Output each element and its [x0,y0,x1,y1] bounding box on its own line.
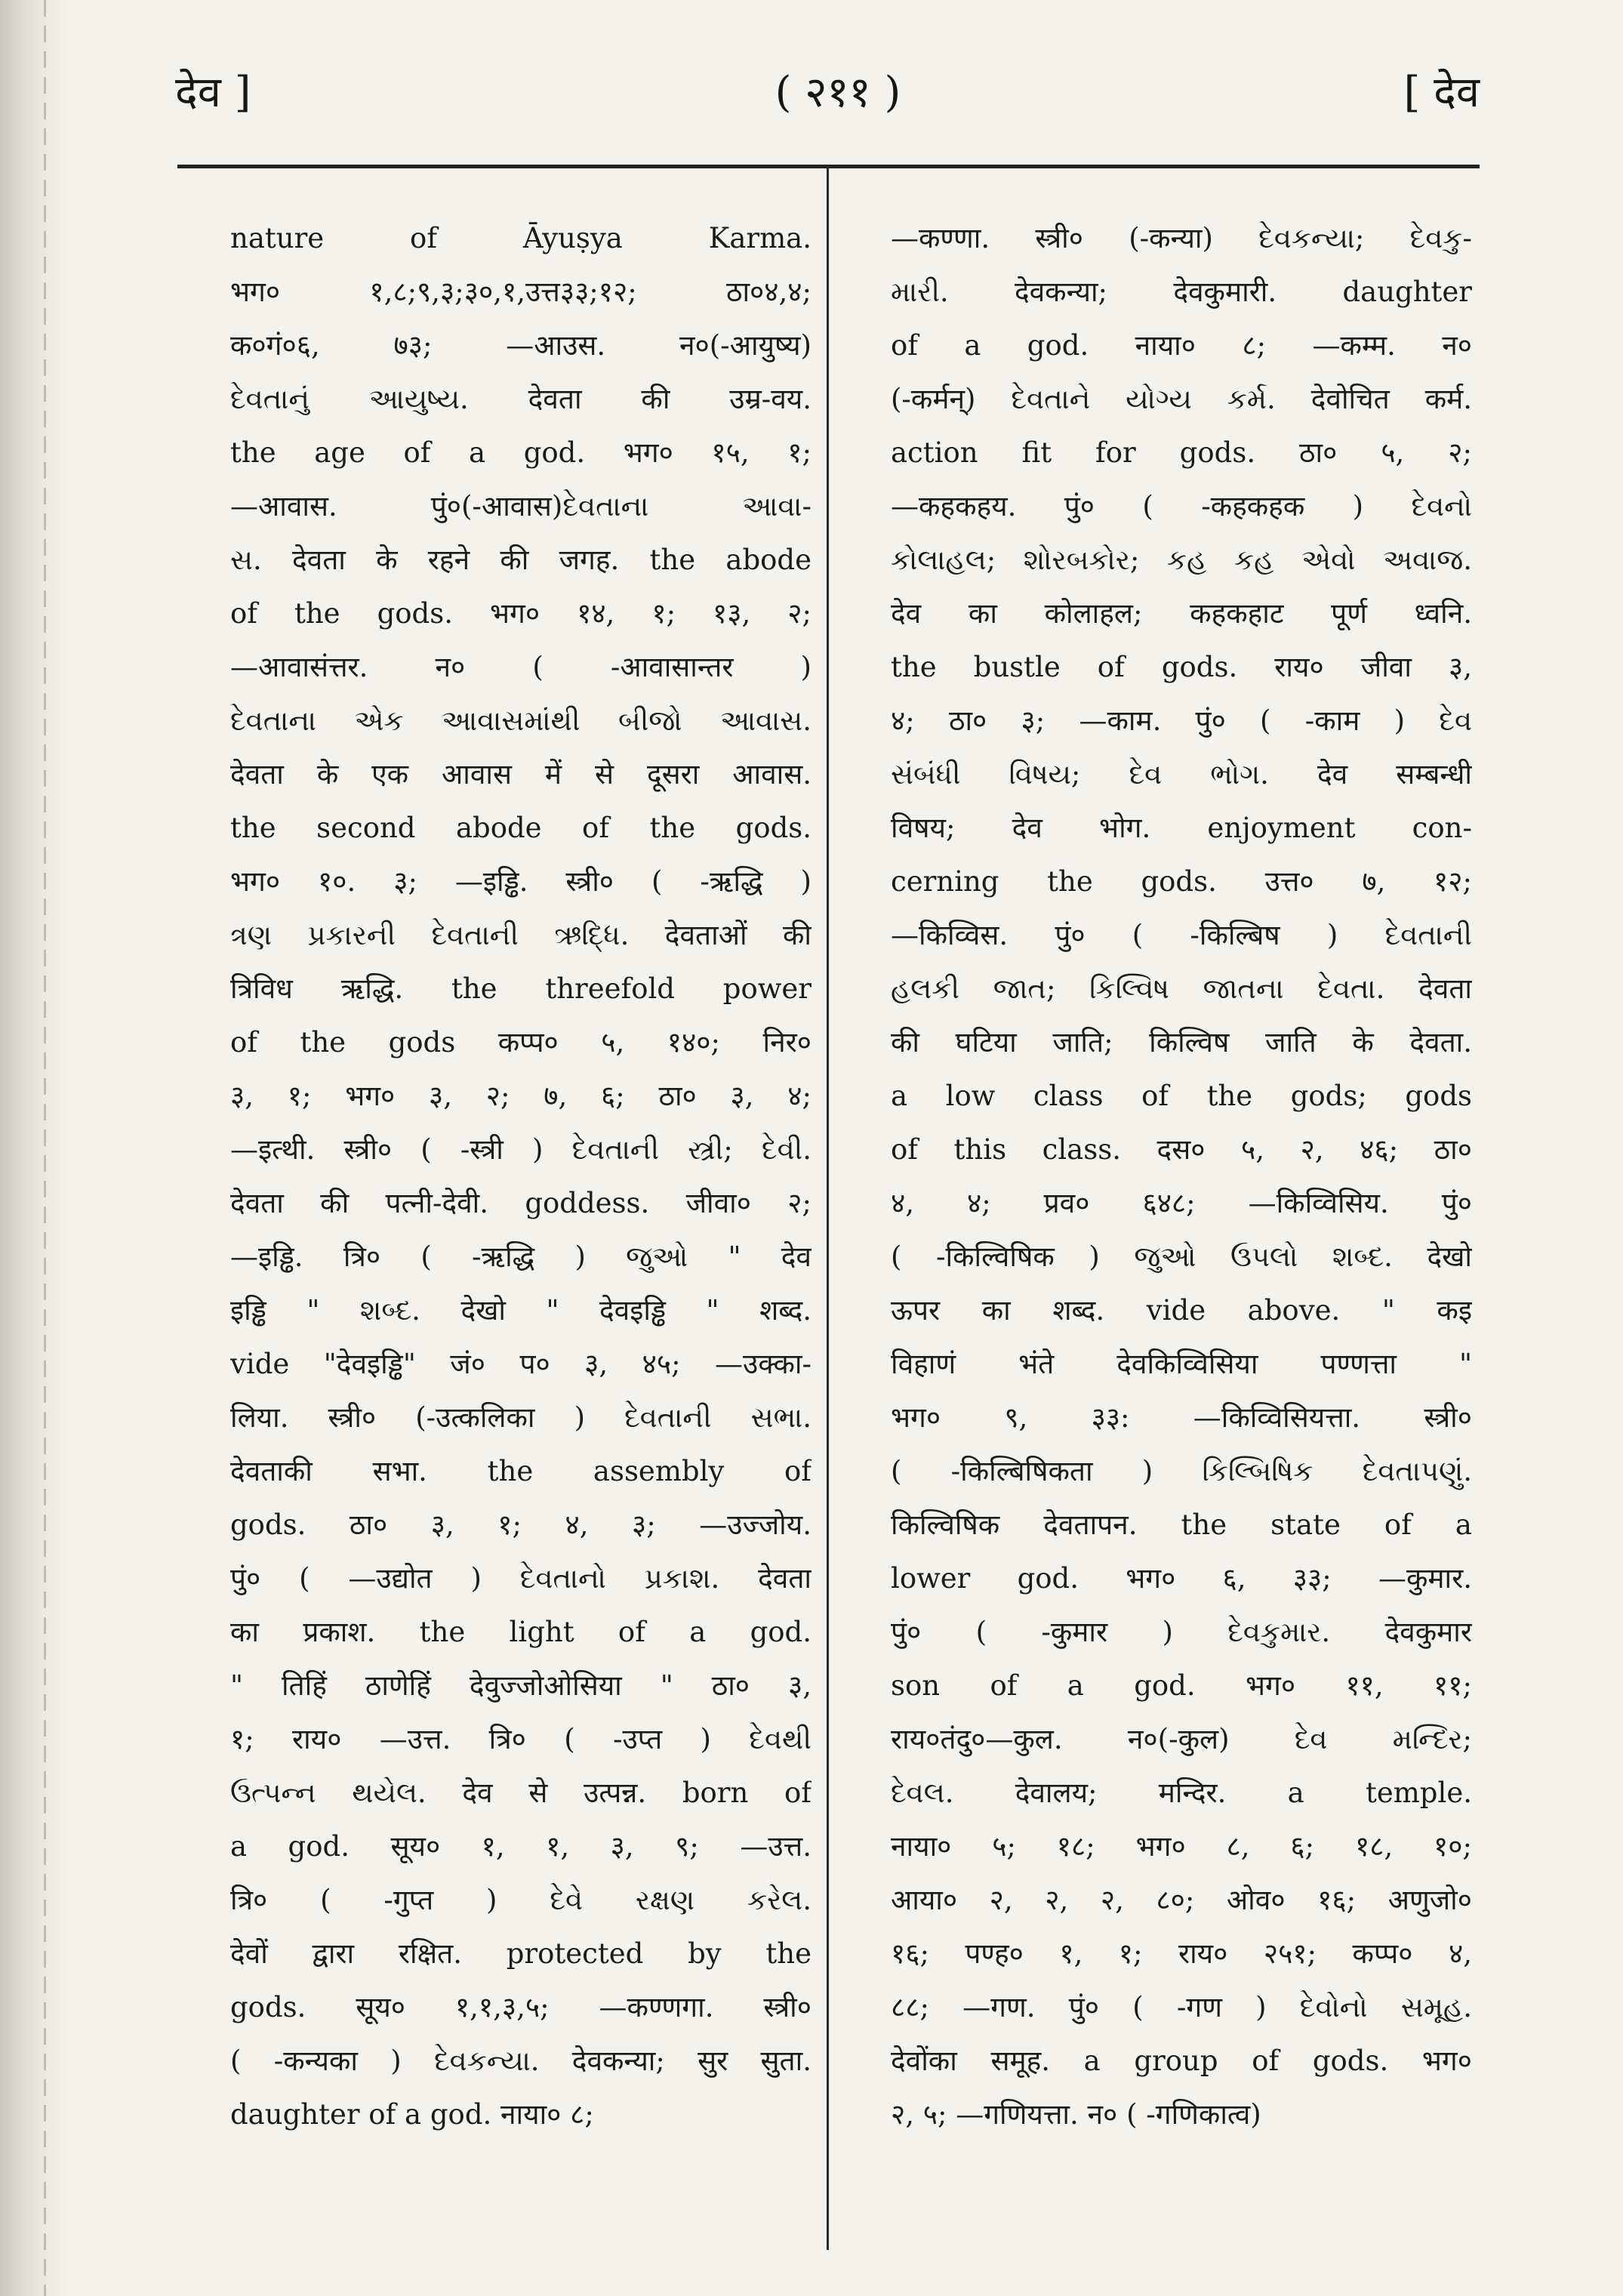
left-column-line: ३, १; भग० ३, २; ७, ६; ठा० ३, ४; [230,1080,812,1112]
right-column-line: a low class of the gods; gods [891,1080,1472,1112]
right-column-line: ( -किल्विषिक ) જુઓ ઉપલો શબ્દ. देखो [891,1240,1472,1273]
right-column-line: of a god. नाया० ८; —कम्म. न० [891,329,1472,362]
right-column-line: સંબંધી વિષય; દેવ ભોગ. देव सम्बन्धी [891,758,1472,791]
right-column [891,211,1472,2250]
left-column-line: the age of a god. भग० १५, १; [230,436,812,469]
right-column-line: देव का कोलाहल; कहकहाट पूर्ण ध्वनि. [891,597,1472,630]
left-column-line: " तिहिं ठाणेहिं देवुज्जोओसिया " ठा० ३, [230,1669,812,1702]
right-column-line: २, ५; —गणियत्ता. न० ( -गणिकात्व) [891,2098,1261,2131]
right-column-line: son of a god. भग० ११, ११; [891,1669,1472,1702]
left-column-line: इड्ढि " શબ્દ. देखो " देवइड्ढि " शब्द. [230,1294,812,1327]
left-column-line: देवता के एक आवास में से दूसरा आवास. [230,758,812,791]
right-column-line: —कण्णा. स्त्री० (-कन्या) દેવકન્યા; દેવકુ- [891,222,1472,254]
left-column-line: देवता की पत्नी-देवी. goddess. जीवा० २; [230,1187,812,1219]
left-column-line: क०गं०६, ७३; —आउस. न०(-आयुष्य) [230,329,812,362]
left-column-line: gods. ठा० ३, १; ४, ३; —उज्जोय. [230,1509,812,1541]
left-column-line: vide "देवइड्ढि" जं० प० ३, ४५; —उक्का- [230,1348,812,1380]
right-column-line: किल्विषिक देवतापन. the state of a [891,1509,1472,1541]
right-column-line: (-कर्मन्) દેવતાને યોગ્ય કર્મ. देवोचित कर्म. [891,383,1472,415]
right-column-line: राय०तंदु०—कुल. न०(-कुल) દેવ મન્દિર; [891,1723,1472,1755]
right-column-line: મારી. देवकन्या; देवकुमारी. daughter [891,276,1472,308]
right-column-line: lower god. भग० ६, ३३; —कुमार. [891,1562,1472,1595]
page-number: ( २११ ) [775,68,901,117]
right-column-line: विषय; देव भोग. enjoyment con- [891,812,1472,844]
right-column-line: ( -किल्बिषिकता ) કિલ્બિષિક દેવતાપણું. [891,1455,1472,1487]
right-column-line: १६; पण्ह० १, १; राय० २५१; कप्प० ४, [891,1937,1472,1970]
left-column-line: ( -कन्यका ) દેવકન્યા. देवकन्या; सुर सुता. [230,2045,812,2077]
left-column-line: —आवासंत्तर. न० ( -आवासान्तर ) [230,651,812,683]
left-column-line: त्रि० ( -गुप्त ) દેવે રક્ષણ કરેલ. [230,1884,812,1916]
left-column-line: त्रिविध ऋद्धि. the threefold power [230,972,812,1005]
left-column-line: ઉત્પન્ન થયેલ. देव से उत्पन्न. born of [230,1777,812,1809]
right-column-line: દેવલ. देवालय; मन्दिर. a temple. [891,1777,1472,1809]
right-column-line: of this class. दस० ५, २, ४६; ठा० [891,1133,1472,1166]
left-column-line: लिया. स्त्री० (-उत्कलिका ) દેવતાની સભા. [230,1401,812,1434]
header-right-word: [ देव [1403,68,1480,117]
left-column-line: દેવતાનું આયુષ્ય. देवता की उम्र-वय. [230,383,812,415]
left-column-line: of the gods कप्प० ५, १४०; निर० [230,1026,812,1059]
left-column-line: भग० १०. ३; —इड्ढि. स्त्री० ( -ऋद्धि ) [230,865,812,898]
right-column-line: देवोंका समूह. a group of gods. भग० [891,2045,1472,2077]
right-column-line: action fit for gods. ठा० ५, २; [891,436,1472,469]
right-column-line: cerning the gods. उत्त० ७, १२; [891,865,1472,898]
left-column-line: देवताकी सभा. the assembly of [230,1455,812,1487]
left-column-line: पुं० ( —उद्योत ) દેવતાનો પ્રકાશ. देवता [230,1562,812,1595]
column-divider [827,166,829,2250]
left-column-line: —इत्थी. स्त्री० ( -स्त्री ) દેવતાની સ્ત્રી; દેવી. [230,1133,812,1166]
left-column-line: भग० १,८;९,३;३०,१,उत्त३३;१२; ठा०४,४; [230,276,812,308]
right-column-line: ऊपर का शब्द. vide above. " कइ [891,1294,1472,1327]
right-column-line: ४, ४; प्रव० ६४८; —किव्विसिय. पुं० [891,1187,1472,1219]
left-column-line: देवों द्वारा रक्षित. protected by the [230,1937,812,1970]
right-column-line: पुं० ( -कुमार ) દેવકુમાર. देवकुमार [891,1616,1472,1648]
right-column-line: भग० ९, ३३: —किव्विसियत्ता. स्त्री० [891,1401,1472,1434]
right-column-line: की घटिया जाति; किल्विष जाति के देवता. [891,1026,1472,1059]
left-column-line: gods. सूय० १,१,३,५; —कण्णगा. स्त्री० [230,1991,812,2023]
right-column-line: विहाणं भंते देवकिव्विसिया पण्णत्ता " [891,1348,1472,1380]
right-column-line: आया० २, २, २, ८०; ओव० १६; अणुजो० [891,1884,1472,1916]
left-column-line: का प्रकाश. the light of a god. [230,1616,812,1648]
left-column-line: ત્રણ પ્રકારની દેવતાની ઋદ્ધિ. देवताओं की [230,919,812,951]
left-column-line: १; राय० —उत्त. त्रि० ( -उप्त ) દેવથી [230,1723,812,1755]
left-column [230,211,812,2250]
right-column-line: —कहकहय. पुं० ( -कहकहक ) દેવનો [891,490,1472,522]
left-column-line: daughter of a god. नाया० ८; [230,2098,594,2131]
left-column-line: of the gods. भग० १४, १; १३, २; [230,597,812,630]
right-column-line: ४; ठा० ३; —काम. पुं० ( -काम ) દેવ [891,704,1472,737]
left-column-line: nature of Āyuṣya Karma. [230,222,812,254]
right-column-line: હલકી જાત; કિલ્વિષ જાતના દેવતા. देवता [891,972,1472,1005]
left-column-line: સ. देवता के रहने की जगह. the abode [230,544,812,576]
right-column-line: नाया० ५; १८; भग० ८, ६; १८, १०; [891,1830,1472,1863]
left-column-line: દેવતાના એક આવાસમાંથી બીજો આવાસ. [230,704,812,737]
left-column-line: —इड्ढि. त्रि० ( -ऋद्धि ) જુઓ " देव [230,1240,812,1273]
left-column-line: a god. सूय० १, १, ३, ९; —उत्त. [230,1830,812,1863]
scan-binding-edge [0,0,75,2296]
left-column-line: —आवास. पुं०(-आवास)દેવતાના આવા- [230,490,812,522]
right-column-line: the bustle of gods. राय० जीवा ३, [891,651,1472,683]
header-left-word: देव ] [175,68,251,117]
right-column-line: કોલાહલ; શોરબકોર; કહ કહ એવો અવાજ. [891,544,1472,576]
left-column-line: the second abode of the gods. [230,812,812,844]
right-column-line: —किव्विस. पुं० ( -किल्बिष ) દેવતાની [891,919,1472,951]
right-column-line: ८८; —गण. पुं० ( -गण ) દેવોનો સમૂહ. [891,1991,1472,2023]
